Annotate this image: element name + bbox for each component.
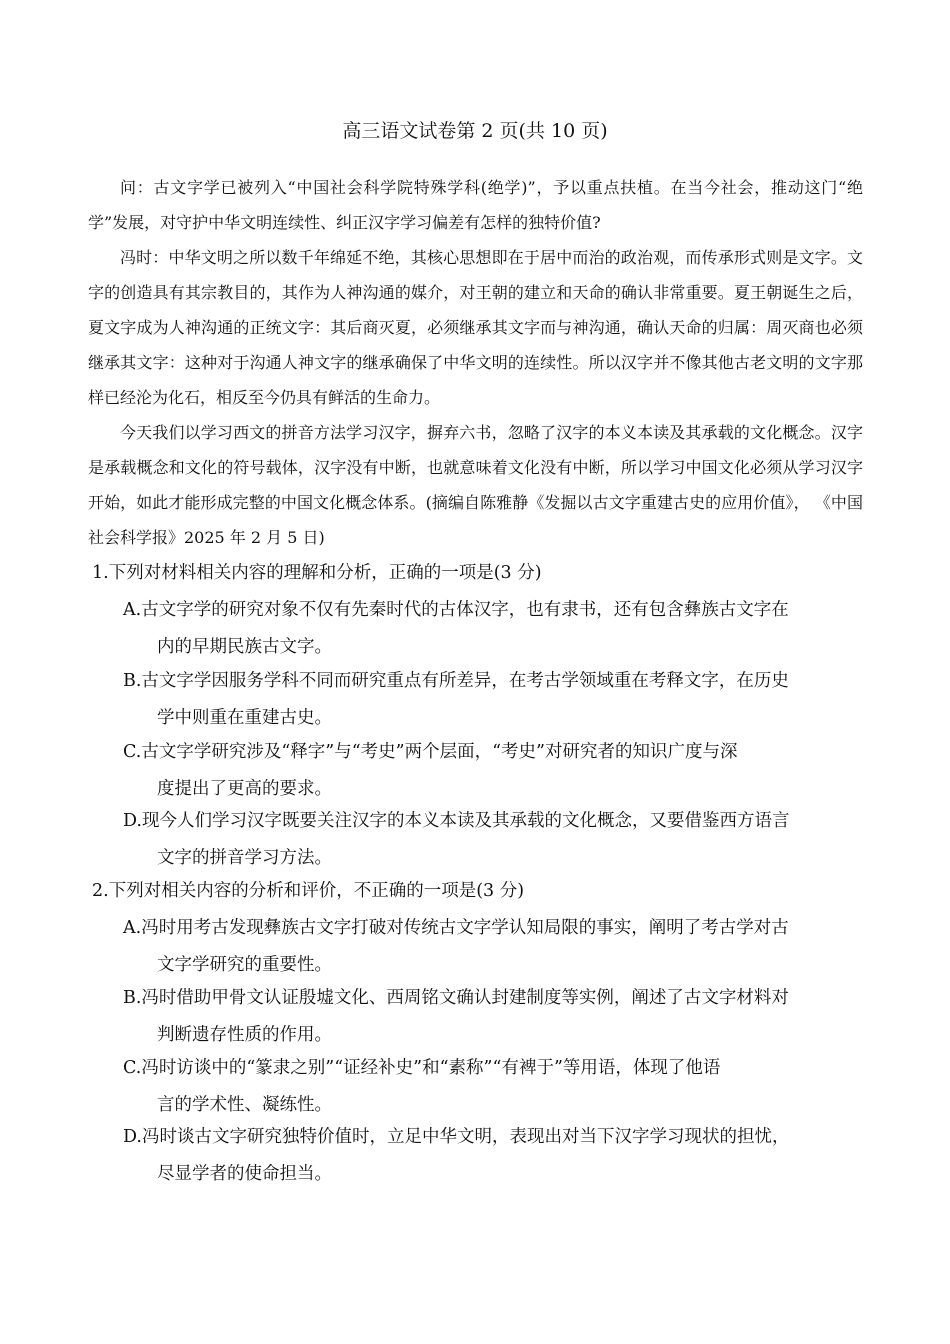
option-line-continued: 文字的拼音学习方法。 (157, 848, 332, 868)
option-line: D.现今人们学习汉字既要关注汉字的本义本读及其承载的文化概念，又要借鉴西方语言 (123, 811, 790, 831)
option-line: C.古文字学研究涉及“释字”与“考史”两个层面，“考史”对研究者的知识广度与深 (123, 742, 738, 762)
option-line: D.冯时谈古文字研究独特价值时，立足中华文明，表现出对当下汉字学习现状的担忧， (123, 1127, 790, 1147)
question-1-stem: 1.下列对材料相关内容的理解和分析，正确的一项是(3 分) (92, 563, 542, 583)
option-line-continued: 内的早期民族古文字。 (157, 637, 332, 657)
question-1-option-a (123, 592, 863, 666)
option-line: B.冯时借助甲骨文认证殷墟文化、西周铭文确认封建制度等实例，阐述了古文字材料对 (123, 988, 789, 1008)
option-line-continued: 尽显学者的使命担当。 (157, 1164, 332, 1184)
option-line: A.冯时用考古发现彝族古文字打破对传统古文字学认知局限的事实，阐明了考古学对古 (123, 918, 789, 938)
question-1-option-b (123, 663, 863, 737)
question-2-option-d (123, 1119, 863, 1193)
question-1-option-d (123, 803, 863, 877)
option-line: B.古文字学因服务学科不同而研究重点有所差异，在考古学领域重在考释文字，在历史 (123, 671, 789, 691)
option-line: A.古文字学的研究对象不仅有先秦时代的古体汉字，也有隶书，还有包含彝族古文字在 (123, 600, 789, 620)
option-line-continued: 言的学术性、凝练性。 (157, 1095, 332, 1115)
question-2-stem: 2.下列对相关内容的分析和评价，不正确的一项是(3 分) (92, 881, 525, 901)
question-1-option-c (123, 734, 863, 808)
question-2-option-c (123, 1050, 863, 1124)
option-line-continued: 度提出了更高的要求。 (157, 779, 332, 799)
page-header: 高三语文试卷第 2 页(共 10 页) (342, 120, 608, 142)
question-2-option-b (123, 980, 863, 1054)
option-line-continued: 文字学研究的重要性。 (157, 955, 332, 975)
option-line: C.冯时访谈中的“篆隶之别”“证经补史”和“素称”“有裨于”等用语，体现了他语 (123, 1058, 721, 1078)
passage-paragraph-question: 问：古文字学已被列入“中国社会科学院特殊学科(绝学)”，予以重点扶植。在当今社会，推动这门“绝学”发展，对守护中华文明连续性、纠正汉字学习偏差有怎样的独特价值? (88, 178, 863, 232)
passage-paragraph-answer: 冯时：中华文明之所以数千年绵延不绝，其核心思想即在于居中而治的政治观，而传承形式则是文字。文字的创造具有其宗教目的，其作为人神沟通的媒介，对王朝的建立和天命的确认非常重要。夏王朝诞生之后，夏文字成为人神沟通的正统文字：其后商灭夏，必须继承其文字而与神沟通，确认天命的归属：周灭商也必须继承其文字：这种对于沟通人神文字的继承确保了中华文明的连续性。所以汉字并不像其他古老文明的文字那样已经沦为化石，相反至今仍具有鲜活的生命力。 (88, 248, 863, 407)
option-line-continued: 判断遗存性质的作用。 (157, 1025, 332, 1045)
passage-paragraph-conclusion: 今天我们以学习西文的拼音方法学习汉字，摒弃六书，忽略了汉字的本义本读及其承载的文化概念。汉字是承载概念和文化的符号载体，汉字没有中断，也就意味着文化没有中断，所以学习中国文化必须从学习汉字开始，如此才能形成完整的中国文化概念体系。(摘编自陈雅静《发掘以古文字重建古史的应用价值》， 《中国社会科学报》2025 年 2 月 5 日) (88, 423, 863, 547)
option-line-continued: 学中则重在重建古史。 (157, 708, 332, 728)
question-2-option-a (123, 910, 863, 984)
